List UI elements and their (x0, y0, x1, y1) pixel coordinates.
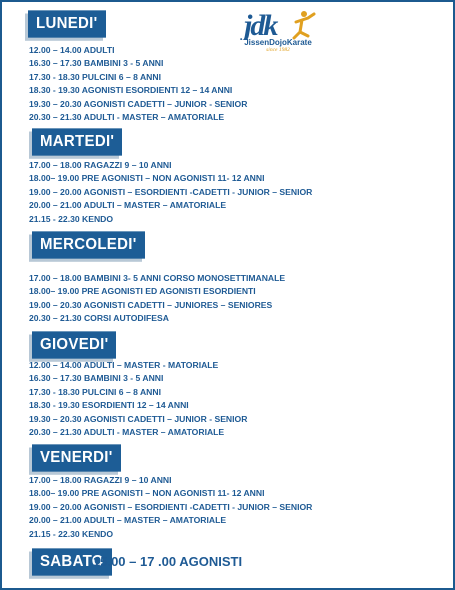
schedule-sabato: 15.00 – 17 .00 AGONISTI (93, 554, 243, 569)
schedule-line: 21.15 - 22.30 KENDO (29, 528, 114, 539)
schedule-line: 17.30 - 18.30 PULCINI 6 – 8 ANNI (29, 71, 161, 82)
jdk-logo-mark (238, 8, 318, 40)
schedule-line: 18.30 - 19.30 ESORDIENTI 12 – 14 ANNI (29, 400, 189, 411)
schedule-line: 12.00 – 14.00 ADULTI – MASTER - MATORIALE (29, 360, 219, 370)
schedule-line: 18.00– 19.00 PRE AGONISTI – NON AGONISTI 11- 12 ANNI (29, 488, 265, 499)
schedule-line: 17.00 – 18.00 RAGAZZI 9 – 10 ANNI (29, 475, 172, 485)
schedule-martedi (29, 159, 312, 226)
schedule-line: 16.30 – 17.30 BAMBINI 3 - 5 ANNI (29, 58, 164, 69)
schedule-lunedi (29, 44, 247, 124)
logo-name: JissenDojoKarate (244, 38, 312, 47)
schedule-line: 20.00 – 21.00 ADULTI – MASTER – AMATORIALE (29, 200, 227, 211)
schedule-line: 20.30 – 21.30 ADULTI - MASTER – AMATORIALE (29, 112, 225, 123)
schedule-line: 18.30 - 19.30 AGONISTI ESORDIENTI 12 – 14 ANNI (29, 85, 233, 96)
schedule-line: 18.00– 19.00 PRE AGONISTI – NON AGONISTI 11- 12 ANNI (29, 173, 265, 184)
day-badge-sabato: SABATO (32, 548, 112, 575)
day-badge-venerdi: VENERDI' (32, 444, 121, 471)
schedule-line: 19.00 – 20.00 AGONISTI – ESORDIENTI -CADETTI - JUNIOR – SENIOR (29, 501, 313, 512)
schedule-line: 20.30 – 21.30 ADULTI - MASTER – AMATORIALE (29, 427, 225, 438)
schedule-line: 19.30 – 20.30 AGONISTI CADETTI – JUNIOR - SENIOR (29, 98, 248, 109)
day-badge-giovedi: GIOVEDI' (32, 331, 116, 358)
schedule-line: 19.30 – 20.30 AGONISTI CADETTI – JUNIOR - SENIOR (29, 413, 248, 424)
day-badge-lunedi: LUNEDI' (28, 10, 106, 37)
schedule-line: 17.00 – 18.00 BAMBINI 3- 5 ANNI CORSO MONOSETTIMANALE (29, 273, 286, 283)
schedule-line: 17.00 – 18.00 RAGAZZI 9 – 10 ANNI (29, 160, 172, 170)
schedule-line: 19.00 – 20.00 AGONISTI – ESORDIENTI -CADETTI - JUNIOR – SENIOR (29, 186, 313, 197)
logo-since: since 1982 (266, 47, 290, 53)
day-badge-mercoledi: MERCOLEDI' (32, 231, 145, 258)
schedule-venerdi (29, 474, 312, 541)
schedule-line: 21.15 - 22.30 KENDO (29, 213, 114, 224)
jdk-logo (238, 8, 318, 54)
schedule-line: 20.00 – 21.00 ADULTI – MASTER – AMATORIALE (29, 515, 227, 526)
schedule-line: 17.30 - 18.30 PULCINI 6 – 8 ANNI (29, 386, 161, 397)
schedule-line: 20.30 – 21.30 CORSI AUTODIFESA (29, 313, 169, 324)
schedule-line: 18.00– 19.00 PRE AGONISTI ED AGONISTI ESORDIENTI (29, 286, 256, 297)
schedule-giovedi (29, 359, 247, 439)
schedule-mercoledi (29, 272, 285, 326)
schedule-line: 16.30 – 17.30 BAMBINI 3 - 5 ANNI (29, 373, 164, 384)
day-badge-martedi: MARTEDI' (32, 128, 122, 155)
svg-text:jdk: jdk (244, 9, 277, 40)
schedule-line: 12.00 – 14.00 ADULTI (29, 45, 115, 55)
schedule-line: 19.00 – 20.30 AGONISTI CADETTI – JUNIORES – SENIORES (29, 299, 273, 310)
